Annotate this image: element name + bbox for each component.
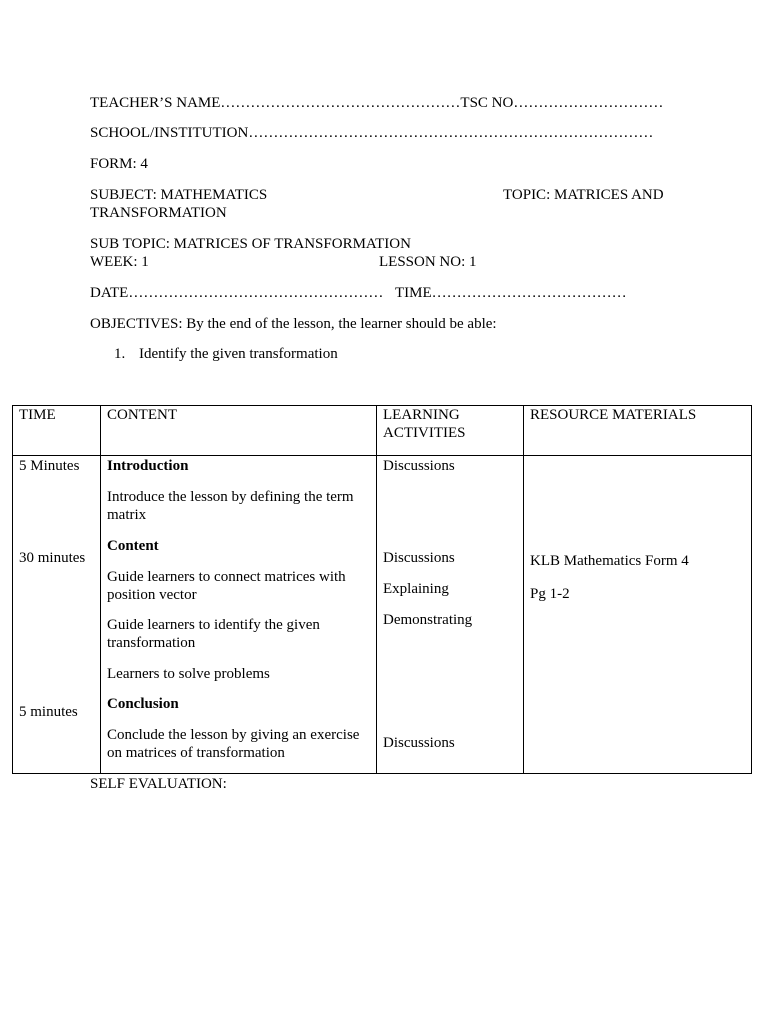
subject-label: SUBJECT: MATHEMATICS (90, 187, 268, 203)
intro-text: Introduce the lesson by defining the term matrix (107, 489, 354, 523)
content-item-3: Learners to solve problems (107, 666, 270, 682)
table-header-row (13, 406, 752, 456)
objective-number: 1. (114, 346, 126, 362)
activity-content-3: Demonstrating (383, 612, 473, 628)
content-heading: Content (107, 538, 159, 554)
activity-intro: Discussions (383, 458, 455, 474)
teacher-name-line: TEACHER’S NAME…………………………………………TSC NO………………………… (90, 95, 664, 111)
time-conclusion: 5 minutes (19, 704, 78, 720)
form-line: FORM: 4 (90, 156, 148, 172)
objectives-line: OBJECTIVES: By the end of the lesson, the learner should be able: (90, 316, 497, 332)
activities-cell (377, 456, 524, 774)
self-evaluation-label: SELF EVALUATION: (90, 776, 227, 792)
intro-heading: Introduction (107, 458, 189, 474)
activity-conclusion: Discussions (383, 735, 455, 751)
content-item-2: Guide learners to identify the given transformation (107, 617, 320, 651)
table-row (13, 456, 752, 774)
activity-content-2: Explaining (383, 581, 449, 597)
activity-content-1: Discussions (383, 550, 455, 566)
header-time: TIME (13, 406, 101, 456)
resource-book: KLB Mathematics Form 4 (530, 553, 689, 569)
topic-label: TOPIC: MATRICES AND (503, 187, 664, 203)
conclusion-heading: Conclusion (107, 696, 179, 712)
content-item-1: Guide learners to connect matrices with position vector (107, 569, 346, 603)
date-label: DATE…………………………………………… (90, 285, 384, 301)
header-content: CONTENT (101, 406, 377, 456)
topic-continuation: TRANSFORMATION (90, 205, 227, 221)
time-intro: 5 Minutes (19, 458, 80, 474)
lesson-number-label: LESSON NO: 1 (379, 254, 477, 270)
content-cell (101, 456, 377, 774)
time-content: 30 minutes (19, 550, 86, 566)
time-label: TIME………………………………… (395, 285, 627, 301)
header-activities: LEARNING ACTIVITIES (377, 406, 524, 456)
lesson-plan-table (12, 405, 752, 774)
school-line: SCHOOL/INSTITUTION……………………………………………………………………… (90, 125, 654, 141)
week-label: WEEK: 1 (90, 254, 149, 270)
objective-text: Identify the given transformation (139, 346, 338, 362)
header-resources: RESOURCE MATERIALS (524, 406, 752, 456)
resources-cell (524, 456, 752, 774)
resource-pages: Pg 1-2 (530, 586, 570, 602)
time-cell (13, 456, 101, 774)
subtopic-line: SUB TOPIC: MATRICES OF TRANSFORMATION (90, 236, 411, 252)
conclusion-text: Conclude the lesson by giving an exercise on matrices of transformation (107, 727, 360, 761)
